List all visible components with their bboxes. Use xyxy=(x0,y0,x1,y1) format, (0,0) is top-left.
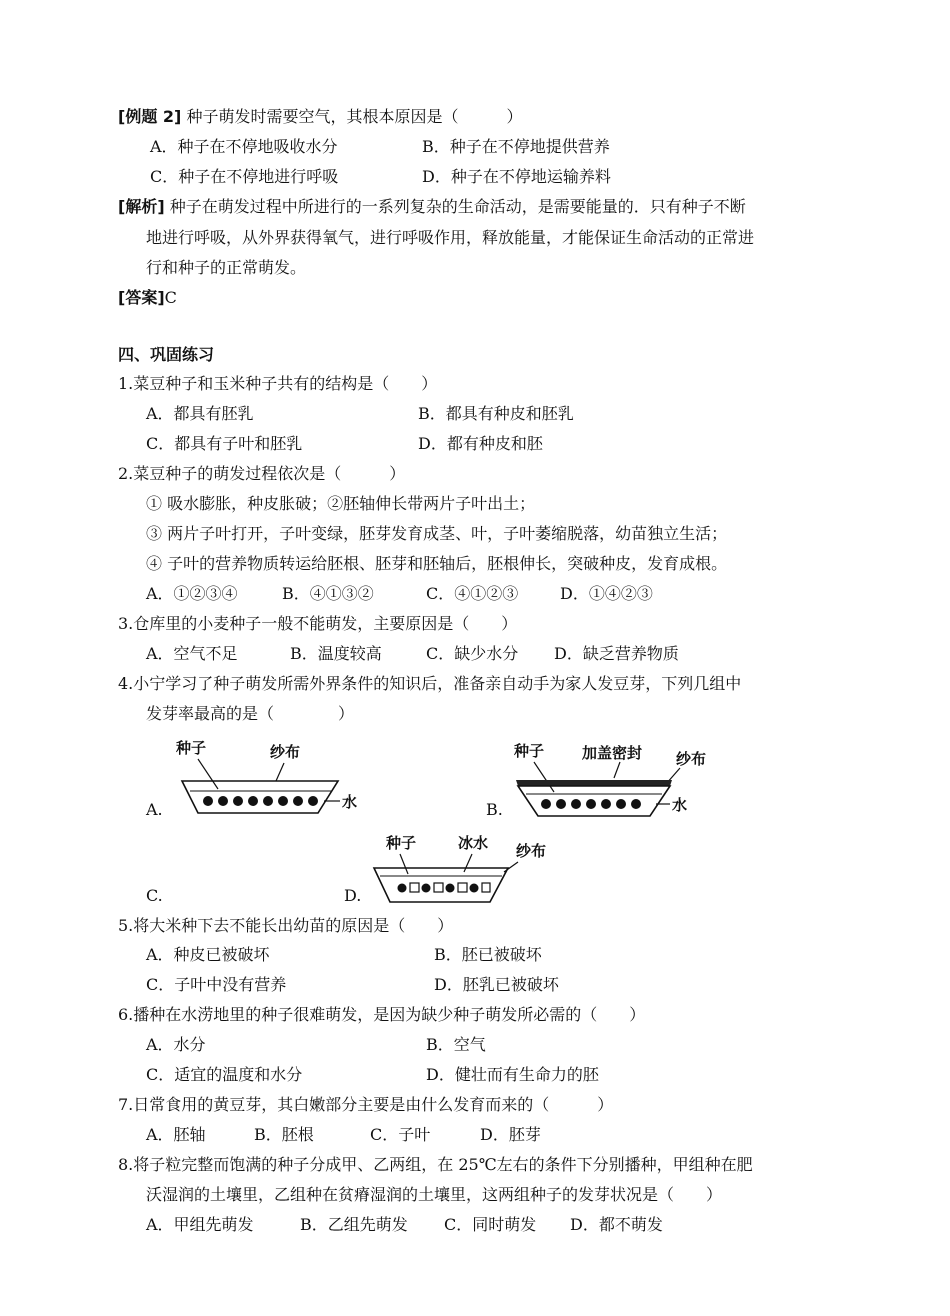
q7-text: 7.日常食用的黄豆芽，其白嫩部分主要是由什么发育而来的（ ） xyxy=(118,1095,614,1114)
figure-a xyxy=(176,735,366,820)
q3-option-b: B．温度较高 xyxy=(290,644,382,663)
figure-b xyxy=(510,738,720,823)
q3-option-d: D．缺乏营养物质 xyxy=(554,644,679,663)
example-option-b: B．种子在不停地提供营养 xyxy=(422,137,610,156)
figure-a-seeds xyxy=(203,796,318,806)
q8-text-line-2: 沃湿润的土壤里，乙组种在贫瘠湿润的土壤里，这两组种子的发芽状况是（ ） xyxy=(146,1185,723,1204)
q5-option-b: B．胚已被破坏 xyxy=(434,945,542,964)
q2-step-3: ④ 子叶的营养物质转运给胚根、胚芽和胚轴后，胚根伸长，突破种皮，发育成根。 xyxy=(146,554,728,573)
q2-text: 2.菜豆种子的萌发过程依次是（ ） xyxy=(118,464,406,483)
q2-step-2: ③ 两片子叶打开，子叶变绿，胚芽发育成茎、叶，子叶萎缩脱落，幼苗独立生活； xyxy=(146,524,728,543)
q8-option-b: B．乙组先萌发 xyxy=(300,1215,408,1234)
figure-b-label-sealed: 加盖密封 xyxy=(582,744,643,762)
q8-option-c: C．同时萌发 xyxy=(444,1215,537,1234)
figure-a-label-water: 水 xyxy=(342,793,358,811)
q4-text-line-1: 4.小宁学习了种子萌发所需外界条件的知识后，准备亲自动手为家人发豆芽，下列几组中 xyxy=(118,674,742,693)
q1-text: 1.菜豆种子和玉米种子共有的结构是（ ） xyxy=(118,374,438,393)
analysis-tag: [解析] xyxy=(118,197,165,216)
q4-option-b-letter: B. xyxy=(486,800,503,819)
q2-option-d: D．①④②③ xyxy=(560,584,653,603)
q4-option-a-letter: A. xyxy=(146,800,163,819)
q6-text: 6.播种在水涝地里的种子很难萌发，是因为缺少种子萌发所必需的（ ） xyxy=(118,1005,646,1024)
q6-option-d: D．健壮而有生命力的胚 xyxy=(426,1065,599,1084)
example-question xyxy=(118,107,522,127)
figure-d-label-ice-water: 冰水 xyxy=(458,834,489,852)
q6-option-b: B．空气 xyxy=(426,1035,486,1054)
q2-option-c: C．④①②③ xyxy=(426,584,519,603)
analysis-line-1: [解析] 种子在萌发过程中所进行的一系列复杂的生命活动，是需要能量的．只有种子不断 xyxy=(118,197,746,216)
q7-option-b: B．胚根 xyxy=(254,1125,314,1144)
figure-a-label-gauze: 纱布 xyxy=(270,743,301,761)
section-title: 四、巩固练习 xyxy=(118,345,215,364)
figure-d-label-gauze: 纱布 xyxy=(516,842,547,860)
q1-option-a: A．都具有胚乳 xyxy=(146,404,254,423)
answer-value: C xyxy=(164,288,177,307)
figure-d xyxy=(368,830,558,910)
q7-option-c: C．子叶 xyxy=(370,1125,431,1144)
q8-text-line-1: 8.将子粒完整而饱满的种子分成甲、乙两组，在 25℃左右的条件下分别播种，甲组种在肥 xyxy=(118,1155,753,1174)
q2-option-b: B．④①③② xyxy=(282,584,374,603)
q8-option-a: A．甲组先萌发 xyxy=(146,1215,254,1234)
q5-option-d: D．胚乳已被破坏 xyxy=(434,975,559,994)
example-tag: [例题 2] xyxy=(118,107,182,126)
example-option-c: C．种子在不停地进行呼吸 xyxy=(150,167,339,186)
figure-b-seeds xyxy=(541,799,641,809)
q1-option-b: B．都具有种皮和胚乳 xyxy=(418,404,574,423)
analysis-line-2: 地进行呼吸，从外界获得氧气，进行呼吸作用，释放能量，才能保证生命活动的正常进 xyxy=(146,228,755,247)
figure-d-label-seed: 种子 xyxy=(386,834,417,852)
q5-text: 5.将大米种下去不能长出幼苗的原因是（ ） xyxy=(118,916,454,935)
q6-option-c: C．适宜的温度和水分 xyxy=(146,1065,303,1084)
q3-option-c: C．缺少水分 xyxy=(426,644,519,663)
q5-option-c: C．子叶中没有营养 xyxy=(146,975,287,994)
figure-b-label-water: 水 xyxy=(672,796,688,814)
q1-option-d: D．都有种皮和胚 xyxy=(418,434,543,453)
q1-option-c: C．都具有子叶和胚乳 xyxy=(146,434,303,453)
q4-option-d-letter: D. xyxy=(344,886,362,905)
analysis-line-3: 行和种子的正常萌发。 xyxy=(146,258,307,277)
q2-step-1: ① 吸水膨胀，种皮胀破；②胚轴伸长带两片子叶出土； xyxy=(146,494,536,513)
answer-line xyxy=(118,288,177,308)
figure-b-label-seed: 种子 xyxy=(514,742,545,760)
q8-option-d: D．都不萌发 xyxy=(570,1215,663,1234)
q4-text-line-2: 发芽率最高的是（ ） xyxy=(146,704,355,723)
answer-tag: [答案] xyxy=(118,288,165,307)
example-question-text: 种子萌发时需要空气，其根本原因是（ ） xyxy=(186,107,523,126)
example-option-d: D．种子在不停地运输养料 xyxy=(422,167,611,186)
figure-b-label-gauze: 纱布 xyxy=(676,750,707,768)
q3-option-a: A．空气不足 xyxy=(146,644,238,663)
q7-option-a: A．胚轴 xyxy=(146,1125,206,1144)
figure-a-label-seed: 种子 xyxy=(176,739,207,757)
q3-text: 3.仓库里的小麦种子一般不能萌发，主要原因是（ ） xyxy=(118,614,518,633)
q2-option-a: A．①②③④ xyxy=(146,584,238,603)
q5-option-a: A．种皮已被破坏 xyxy=(146,945,270,964)
q7-option-d: D．胚芽 xyxy=(480,1125,541,1144)
q4-option-c-letter: C. xyxy=(146,886,163,905)
q6-option-a: A．水分 xyxy=(146,1035,206,1054)
example-option-a: A．种子在不停地吸收水分 xyxy=(150,137,338,156)
